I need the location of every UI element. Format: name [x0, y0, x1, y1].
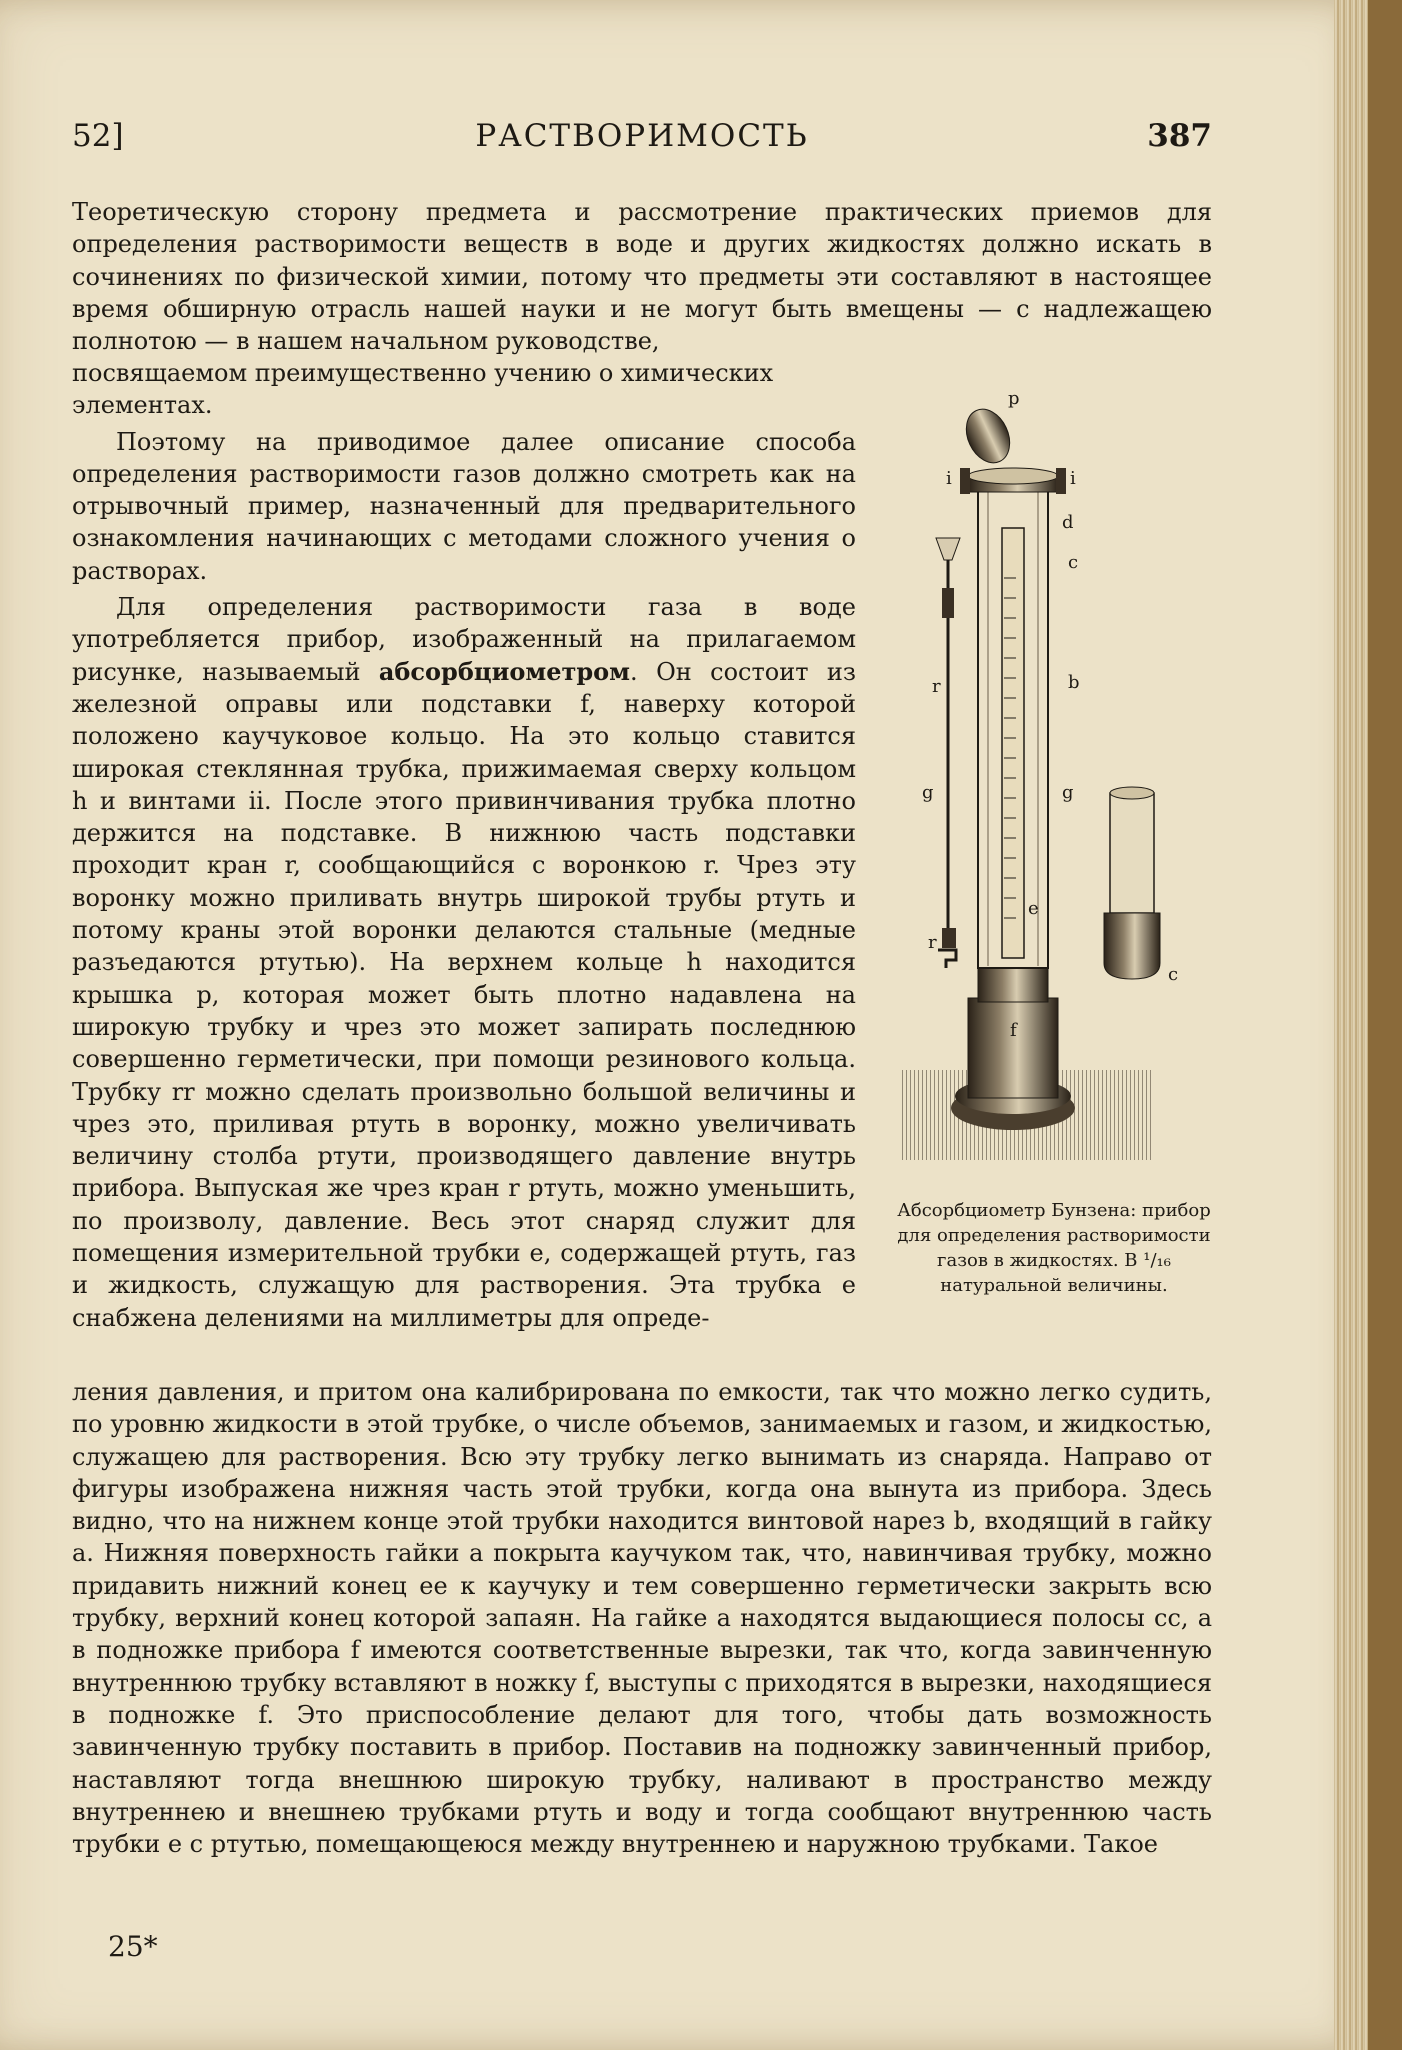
term-absorbciometer: абсорбциометром [378, 656, 631, 686]
paragraph-1: Теоретическую сторону предмета и рассмотрение практических приемов для определения растворимости веществ в воде и других жидкостях должно искать в сочинениях по физической химии, потому что предметы эти составляют в настоящее время обширную отрасль нашей науки и не могут быть вмещены — с надлежащею полнотою — в нашем начальном руководстве, [72, 198, 1212, 356]
label-p: p [1008, 388, 1020, 409]
paragraph-3-continued [72, 1376, 1212, 1860]
paragraph-1-full [72, 196, 1212, 357]
label-d: d [1062, 512, 1074, 533]
paragraph-3-rest: . Он состоит из железной оправы или подставки f, наверху которой положено каучуковое кольцо. На это кольцо ставится широкая стеклянная трубка, прижимаемая сверху кольцом h и винтами ii. После этого привинчивания трубка плотно держится на подставке. В нижнюю часть подставки проходит кран r, сообщающийся с воронкою r. Чрез эту воронку можно приливать внутрь широкой трубы ртуть и потому краны этой воронки делаются стальные (медные разъедаются ртутью). На верхнем кольце h находится крышка p, которая может быть плотно надавлена на широкую трубку и чрез это может запирать последнюю совершенно герметически, при помощи резинового кольца. Трубку rr можно сделать произвольно большой величины и чрез это, приливая ртуть в воронку, можно увеличивать величину столба ртути, производящего давление внутрь прибора. Выпуская же чрез кран r ртуть, можно уменьшить, по произволу, давление. Весь этот снаряд служит для помещения измерительной трубки e, содержащей ртуть, газ и жидкость, служащую для растворения. Эта трубка e снабжена делениями на миллиметры для опреде- [72, 657, 856, 1332]
paragraph-3-start: Для определения растворимости газа в воде употребляется прибор, изображенный на прилагаемом рисунке, называемый [72, 593, 856, 686]
label-c-top: c [1068, 552, 1079, 573]
label-r-top: r [932, 676, 941, 697]
absorbciometer-figure [898, 388, 1192, 1170]
signature-mark: 25* [108, 1930, 158, 1963]
paragraph-3 [72, 591, 856, 1334]
label-e: e [1028, 898, 1039, 919]
absorbciometer-illustration [898, 388, 1192, 1170]
label-r-bottom: r [928, 932, 937, 953]
label-g-right: g [1062, 782, 1074, 803]
running-header [72, 118, 1212, 158]
label-f: f [1010, 1020, 1017, 1041]
page-edge [1334, 0, 1368, 2050]
narrow-column [72, 357, 856, 1334]
label-i-right: i [1070, 468, 1076, 489]
paragraph-1-tail: посвящаемом преимущественно учению о химических элементах. [72, 359, 774, 420]
label-c-side: c [1168, 964, 1179, 985]
label-g-left: g [922, 782, 934, 803]
label-i-left: i [946, 468, 952, 489]
paragraph-2: Поэтому на приводимое далее описание способа определения растворимости газов должно смотреть как на отрывочный пример, назначенный для предварительного ознакомления начинающих с методами сложного учения о растворах. [72, 427, 856, 585]
figure-caption: Абсорбциометр Бунзена: прибор для определения растворимости газов в жидкостях. В ¹/₁₆ натуральной величины. [897, 1200, 1211, 1296]
paragraph-3-cont: ления давления, и притом она калибрирована по емкости, так что можно легко судить, по уровню жидкости в этой трубке, о числе объемов, занимаемых и газом, и жидкостью, служащею для растворения. Всю эту трубку легко вынимать из снаряда. Направо от фигуры изображена нижняя часть этой трубки, когда она вынута из прибора. Здесь видно, что на нижнем конце этой трубки находится винтовой нарез b, входящий в гайку a. Нижняя поверхность гайки a покрыта каучуком так, что, навинчивая трубку, можно придавить нижний конец ее к каучуку и тем совершенно герметически закрыть всю трубку, верхний конец которой запаян. На гайке a находятся выдающиеся полосы cc, а в подножке прибора f имеются соответственные вырезки, так что, когда завинченную внутреннюю трубку вставляют в ножку f, выступы c приходятся в вырезки, находящиеся в подножке f. Это приспособление делают для того, чтобы дать возможность завинченную трубку поставить в прибор. Поставив на подножку завинченный прибор, наставляют тогда внешнюю широкую трубку, наливают в пространство между внутреннею и внешнею трубками ртуть и воду и тогда сообщают внутреннюю часть трубки e с ртутью, помещающеюся между внутреннею и наружною трубками. Такое [72, 1378, 1212, 1859]
label-b: b [1068, 672, 1080, 693]
running-title: РАСТВОРИМОСТЬ [475, 118, 809, 154]
section-number: 52] [72, 118, 124, 154]
page-number: 387 [1147, 118, 1212, 154]
